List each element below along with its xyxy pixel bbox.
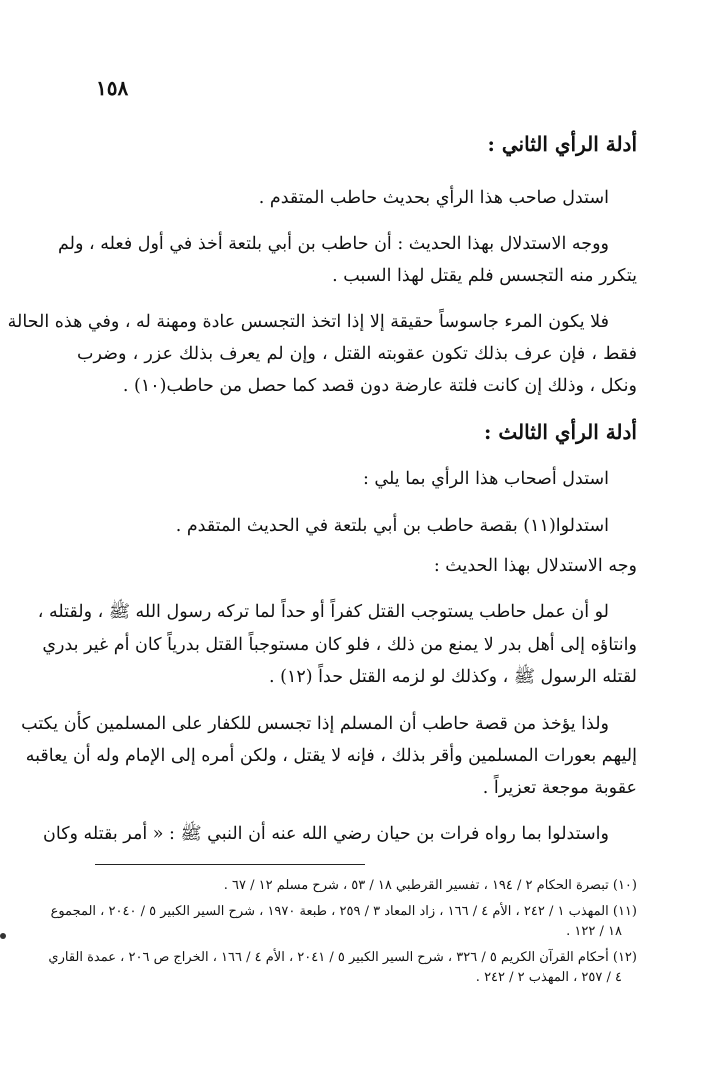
footnote: (١١) المهذب ١ / ٢٤٢ ، الأم ٤ / ١٦٦ ، زاد المعاد ٣ / ٢٥٩ ، طبعة ١٩٧٠ ، شرح السير الكبير ٥ / ٢٠٤٠ ، المجموع xyxy=(50,904,637,919)
paragraph-line: وجه الاستدلال بهذا الحديث : xyxy=(433,556,637,576)
paragraph-line: عقوبة موجعة تعزيراً . xyxy=(482,778,637,798)
paragraph-line: استدل صاحب هذا الرأي بحديث حاطب المتقدم . xyxy=(258,188,609,208)
footnote-continuation: ١٨ / ١٢٢ . xyxy=(566,924,622,939)
paragraph-line: استدلوا(١١) بقصة حاطب بن أبي بلتعة في الحديث المتقدم . xyxy=(175,516,609,536)
scan-margin-mark xyxy=(0,933,6,939)
paragraph-line: يتكرر منه التجسس فلم يقتل لهذا السبب . xyxy=(332,266,637,286)
footnote: (١٢) أحكام القرآن الكريم ٥ / ٣٢٦ ، شرح السير الكبير ٥ / ٢٠٤١ ، الأم ٤ / ١٦٦ ، الخراج ص ٢٠٦ ، عمدة القاري xyxy=(48,950,637,965)
paragraph-line: فلا يكون المرء جاسوساً حقيقة إلا إذا اتخذ التجسس عادة ومهنة له ، وفي هذه الحالة xyxy=(7,312,609,332)
paragraph-line: واستدلوا بما رواه فرات بن حيان رضي الله عنه أن النبي ﷺ : « أمر بقتله وكان xyxy=(43,824,609,844)
footnote-separator xyxy=(95,864,365,865)
heading-second-opinion-evidence: أدلة الرأي الثاني : xyxy=(487,132,637,156)
page-number: ١٥٨ xyxy=(96,76,129,100)
paragraph-line: لو أن عمل حاطب يستوجب القتل كفراً أو حداً لما تركه رسول الله ﷺ ، ولقتله ، xyxy=(37,602,609,622)
footnote-continuation: ٤ / ٢٥٧ ، المهذب ٢ / ٢٤٢ . xyxy=(475,970,622,985)
paragraph-line: لقتله الرسول ﷺ ، وكذلك لو لزمه القتل حداً (١٢) . xyxy=(269,667,637,687)
paragraph-line: ولذا يؤخذ من قصة حاطب أن المسلم إذا تجسس للكفار على المسلمين كأن يكتب xyxy=(21,714,609,734)
paragraph-line: وانتاؤه إلى أهل بدر لا يمنع من ذلك ، فلو كان مستوجباً القتل بدرياً كان أم غير بدري xyxy=(42,635,637,655)
paragraph-line: إليهم بعورات المسلمين وأقر بذلك ، فإنه لا يقتل ، ولكن أمره إلى الإمام وله أن يعاقبه xyxy=(25,746,637,766)
paragraph-line: استدل أصحاب هذا الرأي بما يلي : xyxy=(362,469,609,489)
paragraph-line: فقط ، فإن عرف بذلك تكون عقوبته القتل ، وإن لم يعرف بذلك عزر ، وضرب xyxy=(77,344,637,364)
paragraph-line: ونكل ، وذلك إن كانت فلتة عارضة دون قصد كما حصل من حاطب(١٠) . xyxy=(122,376,637,396)
paragraph-line: ووجه الاستدلال بهذا الحديث : أن حاطب بن أبي بلتعة أخذ في أول فعله ، ولم xyxy=(58,234,609,254)
footnote: (١٠) تبصرة الحكام ٢ / ١٩٤ ، تفسير القرطبي ١٨ / ٥٣ ، شرح مسلم ١٢ / ٦٧ . xyxy=(223,878,637,893)
heading-third-opinion-evidence: أدلة الرأي الثالث : xyxy=(484,420,637,444)
